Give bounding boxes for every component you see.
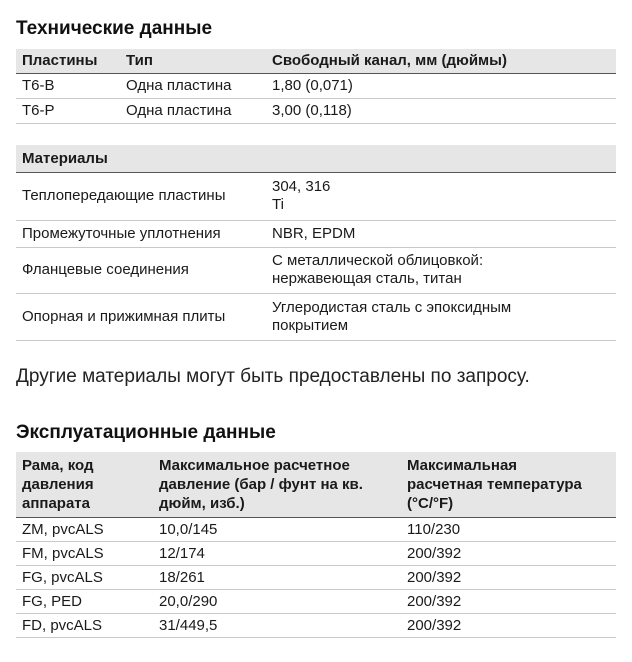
table-cell: 20,0/290 [153,589,401,613]
table-cell: ZM, pvcALS [16,517,153,541]
table-cell: 200/392 [401,613,616,637]
table-cell: Одна пластина [120,73,266,98]
header-line: давление (бар / фунт на кв. [159,475,363,493]
table-cell: Промежуточные уплотнения [16,220,266,247]
table-cell [266,220,616,247]
table-row [16,293,616,340]
table-row [16,73,616,98]
column-header-frame [16,452,153,517]
column-header-free-channel: Свободный канал, мм (дюймы) [266,49,616,73]
ops-section-title: Эксплуатационные данные [16,422,276,443]
header-line: дюйм, изб.) [159,494,245,512]
materials-table [16,145,616,341]
table-row [16,541,616,565]
column-header-temperature [401,452,616,517]
table-cell: FG, PED [16,589,153,613]
table-header-row [16,145,616,172]
table-cell: Опорная и прижимная плиты [16,293,266,340]
value-line: Углеродистая сталь с эпоксидным [272,298,512,316]
header-line: расчетная температура [407,475,582,493]
column-header-pressure [153,452,401,517]
value-line: нержавеющая сталь, титан [272,270,462,287]
column-header-type: Тип [120,49,266,73]
table-header-row [16,49,616,73]
table-row [16,613,616,637]
table-cell: 12/174 [153,541,401,565]
materials-header: Материалы [16,145,616,172]
header-line: Максимальное расчетное [159,456,350,474]
table-cell: 200/392 [401,565,616,589]
table-cell: Одна пластина [120,98,266,123]
table-cell: 200/392 [401,541,616,565]
table-cell: FD, pvcALS [16,613,153,637]
table-cell [266,293,616,340]
table-row [16,517,616,541]
table-cell: 200/392 [401,589,616,613]
header-line: аппарата [22,494,90,512]
value-line: С металлической облицовкой: [272,252,484,269]
table-header-row [16,452,616,517]
table-row [16,172,616,220]
table-cell [266,247,616,293]
table-cell: FM, pvcALS [16,541,153,565]
table-cell: 10,0/145 [153,517,401,541]
tech-section-title: Технические данные [16,18,213,39]
operating-data-table [16,452,616,638]
tech-data-table [16,49,616,124]
header-line: давления [22,475,94,493]
value-line: покрытием [272,316,349,334]
value-line: 304, 316 [272,178,331,195]
table-cell: T6-P [16,98,120,123]
table-cell: T6-B [16,73,120,98]
table-row [16,98,616,123]
value-line: NBR, EPDM [272,224,356,242]
table-cell: 110/230 [401,517,616,541]
table-cell: 18/261 [153,565,401,589]
header-line: Максимальная [407,456,518,474]
table-cell: 1,80 (0,071) [266,73,616,98]
table-row [16,565,616,589]
table-cell [266,172,616,220]
value-line: Ti [272,196,284,213]
table-cell: 31/449,5 [153,613,401,637]
availability-note: Другие материалы могут быть предоставлены по запросу. [16,366,530,387]
table-cell: Фланцевые соединения [16,247,266,293]
table-cell: FG, pvcALS [16,565,153,589]
table-row [16,220,616,247]
header-line: (°C/°F) [407,494,454,512]
table-row [16,247,616,293]
table-cell: Теплопередающие пластины [16,172,266,220]
header-line: Рама, код [22,456,94,474]
table-row [16,589,616,613]
column-header-plates: Пластины [16,49,120,73]
table-cell: 3,00 (0,118) [266,98,616,123]
